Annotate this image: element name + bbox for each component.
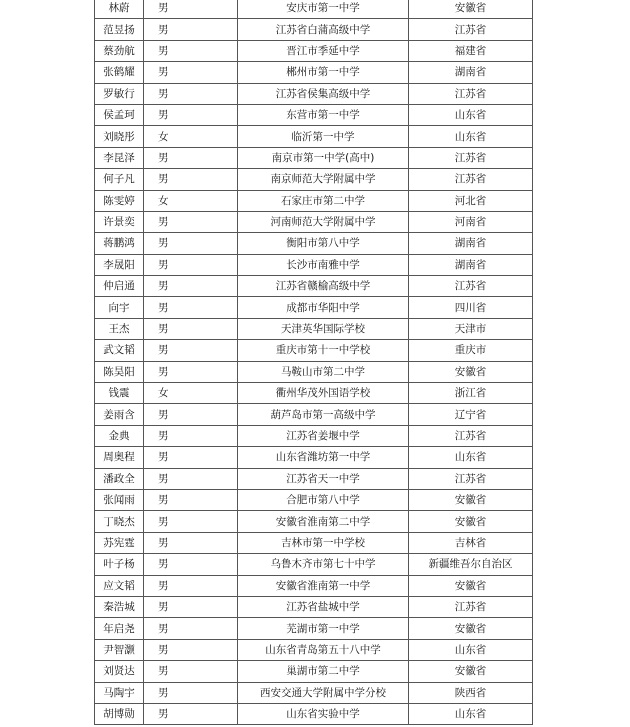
gender-cell: 男 bbox=[144, 0, 238, 19]
table-row bbox=[95, 40, 533, 61]
table-row bbox=[95, 147, 533, 168]
student-name-cell: 罗敏行 bbox=[95, 83, 144, 104]
school-cell: 安徽省淮南第二中学 bbox=[238, 511, 409, 532]
table-row bbox=[95, 532, 533, 553]
table-row bbox=[95, 639, 533, 660]
province-cell: 江苏省 bbox=[409, 596, 533, 617]
gender-cell: 男 bbox=[144, 575, 238, 596]
province-cell: 河北省 bbox=[409, 190, 533, 211]
gender-cell: 男 bbox=[144, 468, 238, 489]
student-name-cell: 金典 bbox=[95, 425, 144, 446]
school-cell: 东营市第一中学 bbox=[238, 104, 409, 125]
table-row bbox=[95, 596, 533, 617]
table-row bbox=[95, 19, 533, 40]
school-cell: 晋江市季延中学 bbox=[238, 40, 409, 61]
student-name-cell: 钱震 bbox=[95, 383, 144, 404]
table-row bbox=[95, 489, 533, 510]
table-row bbox=[95, 297, 533, 318]
table-row bbox=[95, 618, 533, 639]
gender-cell: 女 bbox=[144, 383, 238, 404]
table-row bbox=[95, 211, 533, 232]
gender-cell: 男 bbox=[144, 447, 238, 468]
student-name-cell: 范昱扬 bbox=[95, 19, 144, 40]
student-name-cell: 向宇 bbox=[95, 297, 144, 318]
student-name-cell: 姜雨含 bbox=[95, 404, 144, 425]
table-row bbox=[95, 447, 533, 468]
gender-cell: 女 bbox=[144, 126, 238, 147]
table-row bbox=[95, 404, 533, 425]
table-row bbox=[95, 554, 533, 575]
student-name-cell: 周奥程 bbox=[95, 447, 144, 468]
table-row bbox=[95, 383, 533, 404]
student-name-cell: 潘政全 bbox=[95, 468, 144, 489]
school-cell: 南京师范大学附属中学 bbox=[238, 169, 409, 190]
province-cell: 山东省 bbox=[409, 104, 533, 125]
province-cell: 重庆市 bbox=[409, 340, 533, 361]
student-name-cell: 胡博勋 bbox=[95, 703, 144, 724]
school-cell: 成都市华阳中学 bbox=[238, 297, 409, 318]
province-cell: 安徽省 bbox=[409, 361, 533, 382]
province-cell: 安徽省 bbox=[409, 618, 533, 639]
student-name-cell: 蔡劲航 bbox=[95, 40, 144, 61]
student-name-cell: 王杰 bbox=[95, 318, 144, 339]
school-cell: 重庆市第十一中学校 bbox=[238, 340, 409, 361]
table-row bbox=[95, 340, 533, 361]
school-cell: 长沙市南雅中学 bbox=[238, 254, 409, 275]
school-cell: 山东省潍坊第一中学 bbox=[238, 447, 409, 468]
table-row bbox=[95, 661, 533, 682]
school-cell: 衡阳市第八中学 bbox=[238, 233, 409, 254]
student-name-cell: 丁晓杰 bbox=[95, 511, 144, 532]
table-row bbox=[95, 361, 533, 382]
province-cell: 江苏省 bbox=[409, 147, 533, 168]
student-name-cell: 马陶宇 bbox=[95, 682, 144, 703]
table-row bbox=[95, 190, 533, 211]
gender-cell: 男 bbox=[144, 318, 238, 339]
school-cell: 乌鲁木齐市第七十中学 bbox=[238, 554, 409, 575]
gender-cell: 男 bbox=[144, 276, 238, 297]
student-name-cell: 刘贤达 bbox=[95, 661, 144, 682]
student-name-cell: 叶子杨 bbox=[95, 554, 144, 575]
student-name-cell: 陈昊阳 bbox=[95, 361, 144, 382]
gender-cell: 男 bbox=[144, 104, 238, 125]
gender-cell: 男 bbox=[144, 639, 238, 660]
gender-cell: 男 bbox=[144, 703, 238, 724]
gender-cell: 男 bbox=[144, 661, 238, 682]
table-row bbox=[95, 511, 533, 532]
school-cell: 江苏省侯集高级中学 bbox=[238, 83, 409, 104]
gender-cell: 男 bbox=[144, 532, 238, 553]
table-row bbox=[95, 104, 533, 125]
gender-cell: 男 bbox=[144, 511, 238, 532]
table-row bbox=[95, 318, 533, 339]
school-cell: 马鞍山市第二中学 bbox=[238, 361, 409, 382]
table-row bbox=[95, 468, 533, 489]
school-cell: 合肥市第八中学 bbox=[238, 489, 409, 510]
province-cell: 新疆维吾尔自治区 bbox=[409, 554, 533, 575]
province-cell: 江苏省 bbox=[409, 425, 533, 446]
school-cell: 江苏省姜堰中学 bbox=[238, 425, 409, 446]
gender-cell: 男 bbox=[144, 254, 238, 275]
province-cell: 江苏省 bbox=[409, 276, 533, 297]
gender-cell: 男 bbox=[144, 297, 238, 318]
table-row bbox=[95, 233, 533, 254]
school-cell: 山东省青岛第五十八中学 bbox=[238, 639, 409, 660]
school-cell: 江苏省赣榆高级中学 bbox=[238, 276, 409, 297]
school-cell: 安庆市第一中学 bbox=[238, 0, 409, 19]
province-cell: 陕西省 bbox=[409, 682, 533, 703]
student-name-cell: 蒋鹏鸿 bbox=[95, 233, 144, 254]
table-row bbox=[95, 425, 533, 446]
province-cell: 安徽省 bbox=[409, 575, 533, 596]
table-row bbox=[95, 169, 533, 190]
school-cell: 江苏省盐城中学 bbox=[238, 596, 409, 617]
gender-cell: 男 bbox=[144, 489, 238, 510]
province-cell: 安徽省 bbox=[409, 0, 533, 19]
province-cell: 山东省 bbox=[409, 126, 533, 147]
school-cell: 山东省实验中学 bbox=[238, 703, 409, 724]
gender-cell: 男 bbox=[144, 425, 238, 446]
school-cell: 衢州华茂外国语学校 bbox=[238, 383, 409, 404]
gender-cell: 男 bbox=[144, 40, 238, 61]
gender-cell: 男 bbox=[144, 596, 238, 617]
student-name-cell: 刘晓彤 bbox=[95, 126, 144, 147]
student-list-body bbox=[95, 0, 533, 725]
gender-cell: 男 bbox=[144, 147, 238, 168]
gender-cell: 男 bbox=[144, 682, 238, 703]
province-cell: 福建省 bbox=[409, 40, 533, 61]
province-cell: 江苏省 bbox=[409, 19, 533, 40]
table-row bbox=[95, 276, 533, 297]
gender-cell: 男 bbox=[144, 233, 238, 254]
student-name-cell: 应文韬 bbox=[95, 575, 144, 596]
province-cell: 山东省 bbox=[409, 639, 533, 660]
student-name-cell: 林蔚 bbox=[95, 0, 144, 19]
province-cell: 湖南省 bbox=[409, 62, 533, 83]
school-cell: 石家庄市第二中学 bbox=[238, 190, 409, 211]
school-cell: 天津英华国际学校 bbox=[238, 318, 409, 339]
school-cell: 江苏省白蒲高级中学 bbox=[238, 19, 409, 40]
student-list-table bbox=[94, 0, 533, 725]
province-cell: 河南省 bbox=[409, 211, 533, 232]
province-cell: 山东省 bbox=[409, 703, 533, 724]
school-cell: 安徽省淮南第一中学 bbox=[238, 575, 409, 596]
province-cell: 江苏省 bbox=[409, 83, 533, 104]
province-cell: 山东省 bbox=[409, 447, 533, 468]
school-cell: 江苏省天一中学 bbox=[238, 468, 409, 489]
table-row bbox=[95, 0, 533, 19]
gender-cell: 男 bbox=[144, 554, 238, 575]
province-cell: 吉林省 bbox=[409, 532, 533, 553]
province-cell: 湖南省 bbox=[409, 233, 533, 254]
school-cell: 西安交通大学附属中学分校 bbox=[238, 682, 409, 703]
province-cell: 浙江省 bbox=[409, 383, 533, 404]
table-row bbox=[95, 254, 533, 275]
school-cell: 河南师范大学附属中学 bbox=[238, 211, 409, 232]
province-cell: 辽宁省 bbox=[409, 404, 533, 425]
school-cell: 郴州市第一中学 bbox=[238, 62, 409, 83]
school-cell: 巢湖市第二中学 bbox=[238, 661, 409, 682]
table-row bbox=[95, 62, 533, 83]
table-row bbox=[95, 83, 533, 104]
student-name-cell: 侯孟珂 bbox=[95, 104, 144, 125]
school-cell: 芜湖市第一中学 bbox=[238, 618, 409, 639]
province-cell: 安徽省 bbox=[409, 661, 533, 682]
student-name-cell: 陈雯婷 bbox=[95, 190, 144, 211]
student-name-cell: 张鹤耀 bbox=[95, 62, 144, 83]
province-cell: 安徽省 bbox=[409, 489, 533, 510]
school-cell: 葫芦岛市第一高级中学 bbox=[238, 404, 409, 425]
school-cell: 南京市第一中学(高中) bbox=[238, 147, 409, 168]
school-cell: 临沂第一中学 bbox=[238, 126, 409, 147]
gender-cell: 男 bbox=[144, 19, 238, 40]
gender-cell: 男 bbox=[144, 361, 238, 382]
student-name-cell: 苏宪霆 bbox=[95, 532, 144, 553]
gender-cell: 男 bbox=[144, 211, 238, 232]
gender-cell: 男 bbox=[144, 62, 238, 83]
student-name-cell: 李晟阳 bbox=[95, 254, 144, 275]
student-name-cell: 秦浩城 bbox=[95, 596, 144, 617]
province-cell: 江苏省 bbox=[409, 169, 533, 190]
gender-cell: 男 bbox=[144, 404, 238, 425]
table-row bbox=[95, 682, 533, 703]
table-row bbox=[95, 703, 533, 724]
student-name-cell: 何子凡 bbox=[95, 169, 144, 190]
province-cell: 安徽省 bbox=[409, 511, 533, 532]
province-cell: 天津市 bbox=[409, 318, 533, 339]
province-cell: 四川省 bbox=[409, 297, 533, 318]
student-name-cell: 李昆泽 bbox=[95, 147, 144, 168]
student-name-cell: 仲启通 bbox=[95, 276, 144, 297]
school-cell: 吉林市第一中学校 bbox=[238, 532, 409, 553]
student-name-cell: 尹智灏 bbox=[95, 639, 144, 660]
table-row bbox=[95, 126, 533, 147]
gender-cell: 男 bbox=[144, 340, 238, 361]
gender-cell: 男 bbox=[144, 169, 238, 190]
gender-cell: 女 bbox=[144, 190, 238, 211]
province-cell: 江苏省 bbox=[409, 468, 533, 489]
student-name-cell: 张闻雨 bbox=[95, 489, 144, 510]
province-cell: 湖南省 bbox=[409, 254, 533, 275]
student-name-cell: 武文韬 bbox=[95, 340, 144, 361]
gender-cell: 男 bbox=[144, 618, 238, 639]
gender-cell: 男 bbox=[144, 83, 238, 104]
student-name-cell: 许景奕 bbox=[95, 211, 144, 232]
table-row bbox=[95, 575, 533, 596]
student-name-cell: 年启尧 bbox=[95, 618, 144, 639]
